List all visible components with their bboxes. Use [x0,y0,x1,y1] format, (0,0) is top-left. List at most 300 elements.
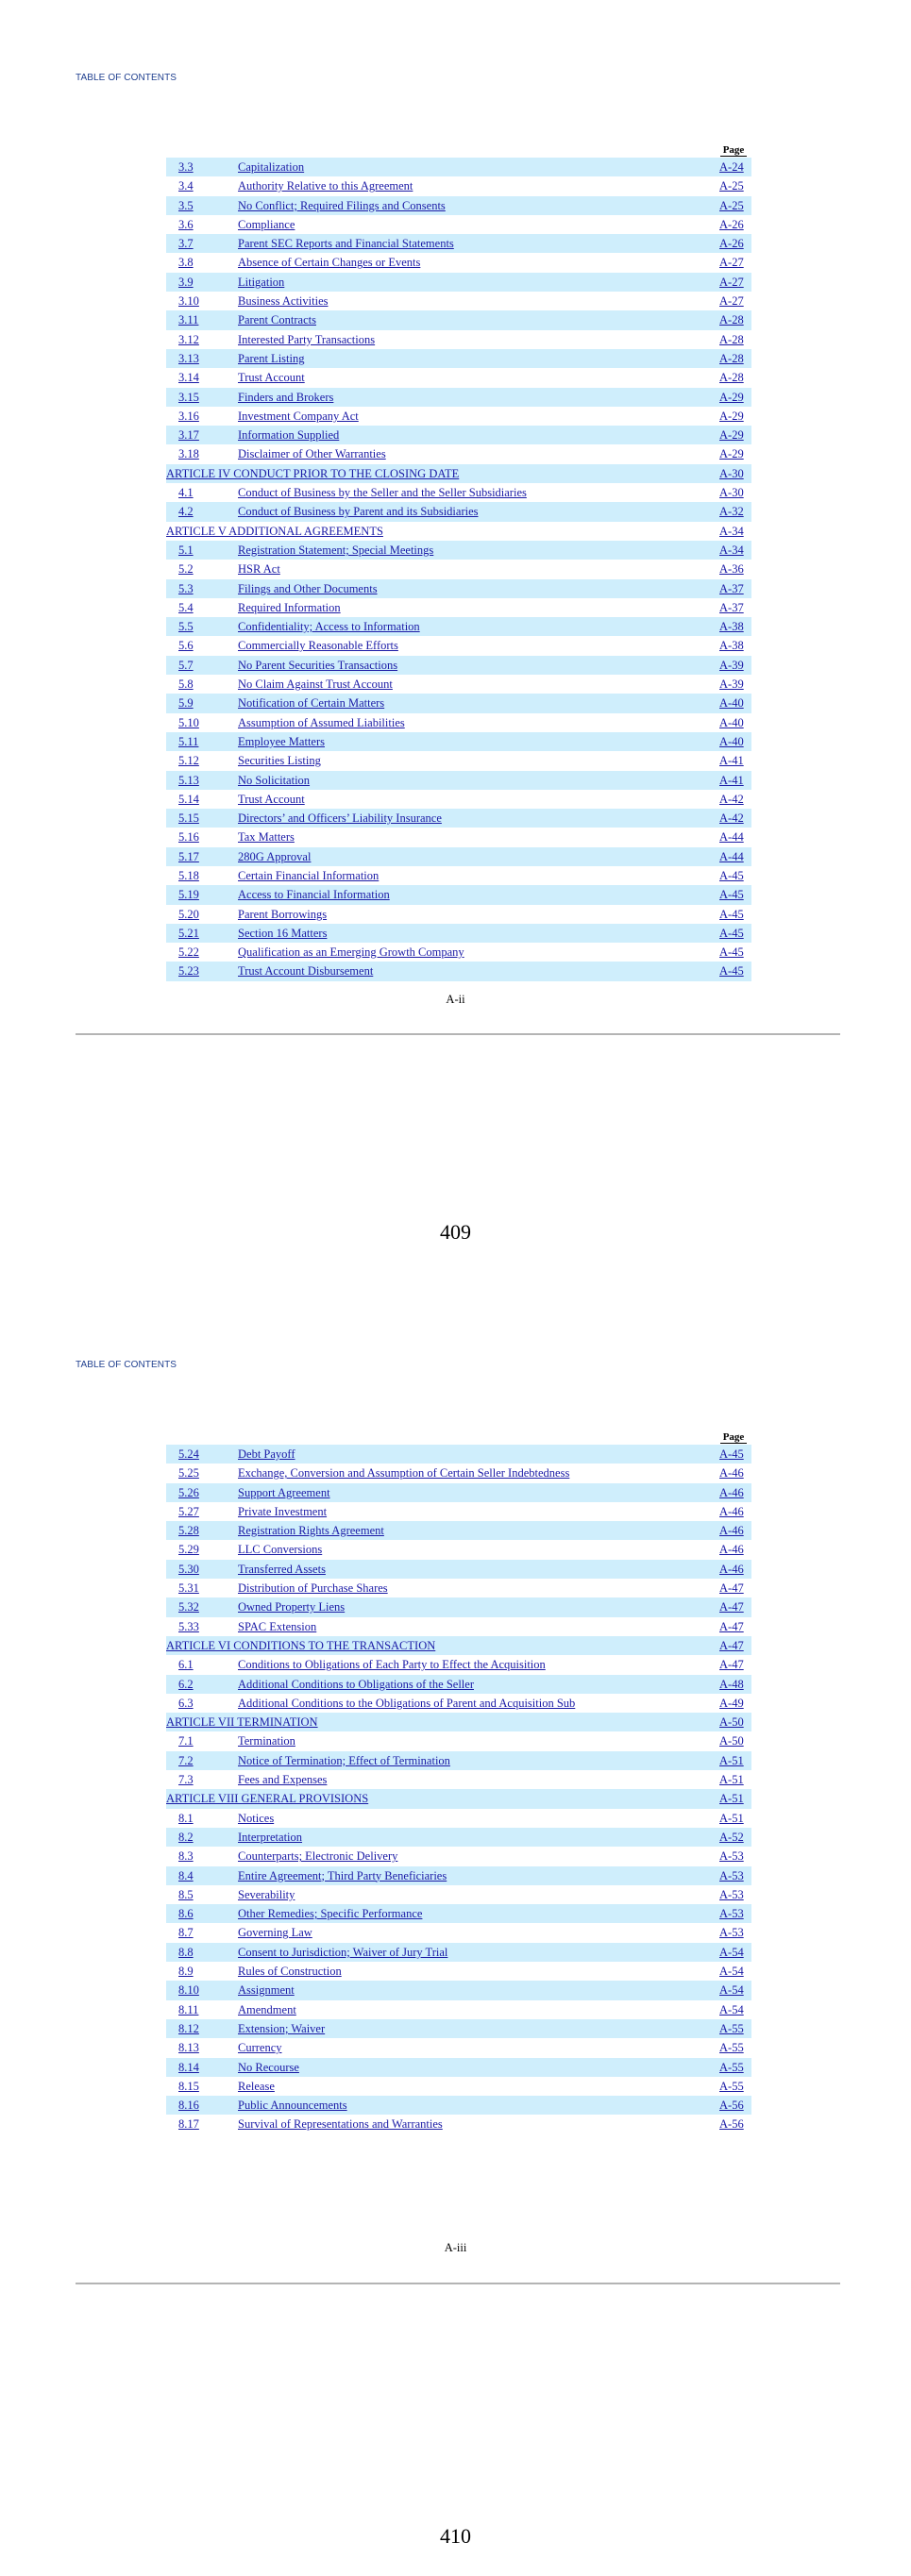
toc-section-title-link[interactable]: Commercially Reasonable Efforts [238,639,398,653]
page-column-label: Page [720,144,747,157]
toc-section-number-link[interactable]: 3.11 [178,313,199,327]
toc-page-ref-link[interactable]: A-37 [719,600,744,614]
toc-section-row [166,1962,751,1981]
toc-section-title-link[interactable]: Parent SEC Reports and Financial Statements [238,237,454,251]
page-column-label: Page [720,1431,747,1444]
toc-article-row [166,1713,751,1731]
toc-section-title-link[interactable]: Assignment [238,1983,295,1998]
toc-page-ref-link[interactable]: A-27 [719,256,744,270]
toc-section-title-link[interactable]: Disclaimer of Other Warranties [238,447,386,461]
toc-section-row [166,2058,751,2077]
toc-article-link[interactable]: ARTICLE V ADDITIONAL AGREEMENTS [166,524,383,538]
toc-page-ref-link[interactable]: A-41 [719,773,744,787]
toc-page-ref-link[interactable]: A-55 [719,2060,744,2074]
toc-section-number-link[interactable]: 5.15 [178,811,199,826]
toc-section-title-link[interactable]: Investment Company Act [238,409,359,423]
toc-section-number-link[interactable]: 5.2 [178,562,194,577]
toc-section-title-link[interactable]: Severability [238,1887,295,1901]
toc-section-number-link[interactable]: 3.7 [178,237,194,251]
toc-section-title-link[interactable]: Certain Financial Information [238,868,380,882]
toc-section-row [166,541,751,560]
toc-section-row [166,1731,751,1750]
toc-section-title-link[interactable]: Information Supplied [238,428,340,443]
toc-page-ref-link[interactable]: A-47 [719,1658,744,1672]
toc-page-ref-link[interactable]: A-34 [719,524,744,538]
toc-page-ref-link[interactable]: A-42 [719,811,744,826]
toc-section-row [166,1923,751,1942]
toc-section-title-link[interactable]: No Parent Securities Transactions [238,658,398,672]
toc-section-row [166,790,751,809]
toc-section-number-link[interactable]: 6.1 [178,1658,194,1672]
toc-section-row [166,617,751,636]
toc-section-title-link[interactable]: Termination [238,1734,295,1748]
toc-page-ref-link[interactable]: A-29 [719,447,744,461]
toc-section-title-link[interactable]: Assumption of Assumed Liabilities [238,715,405,729]
toc-section-title-link[interactable]: No Conflict; Required Filings and Consents [238,198,446,212]
toc-section-title-link[interactable]: Directors’ and Officers’ Liability Insurance [238,811,442,826]
toc-page-ref-link[interactable]: A-46 [719,1466,744,1480]
toc-section-title-link[interactable]: Public Announcements [238,2099,347,2113]
toc-section-row [166,1560,751,1579]
toc-section-title-link[interactable]: 280G Approval [238,849,312,863]
toc-page-ref-link[interactable]: A-30 [719,486,744,500]
toc-section-number-link[interactable]: 8.15 [178,2079,199,2093]
toc-page-ref-link[interactable]: A-52 [719,1830,744,1844]
toc-page-ref-link[interactable]: A-45 [719,888,744,902]
toc-section-number-link[interactable]: 5.1 [178,543,194,557]
toc-article-link[interactable]: ARTICLE VI CONDITIONS TO THE TRANSACTION [166,1638,436,1652]
toc-section-row [166,426,751,444]
toc-page-ref-link[interactable]: A-53 [719,1887,744,1901]
toc-section-row [166,1943,751,1962]
toc-section-row [166,368,751,387]
toc-section-number-link[interactable]: 7.2 [178,1753,194,1767]
toc-section-number-link[interactable]: 6.3 [178,1696,194,1710]
toc-section-number-link[interactable]: 8.10 [178,1983,199,1998]
toc-section-title-link[interactable]: Securities Listing [238,754,321,768]
toc-section-title-link[interactable]: Entire Agreement; Third Party Beneficiaries [238,1868,447,1882]
toc-section-number-link[interactable]: 8.7 [178,1926,194,1940]
toc-article-row [166,464,751,483]
toc-section-title-link[interactable]: Absence of Certain Changes or Events [238,256,421,270]
toc-section-title-link[interactable]: Required Information [238,600,341,614]
toc-section-title-link[interactable]: Transferred Assets [238,1562,326,1576]
toc-section-title-link[interactable]: Other Remedies; Specific Performance [238,1907,423,1921]
toc-page-ref-link[interactable]: A-56 [719,2117,744,2132]
toc-section-title-link[interactable]: Amendment [238,2002,296,2016]
toc-section-row [166,943,751,962]
toc-page-ref-link[interactable]: A-38 [719,620,744,634]
toc-section-title-link[interactable]: Counterparts; Electronic Delivery [238,1849,398,1864]
toc-section-number-link[interactable]: 3.12 [178,332,199,346]
toc-page-ref-link[interactable]: A-47 [719,1581,744,1596]
toc-page-ref-link[interactable]: A-54 [719,2002,744,2016]
toc-page-ref-link[interactable]: A-26 [719,217,744,231]
toc-section-row [166,2115,751,2133]
toc-section-number-link[interactable]: 3.14 [178,371,199,385]
toc-section-number-link[interactable]: 8.4 [178,1868,194,1882]
toc-article-link[interactable]: ARTICLE IV CONDUCT PRIOR TO THE CLOSING DATE [166,466,460,480]
toc-page-ref-link[interactable]: A-45 [719,945,744,960]
toc-section-number-link[interactable]: 5.28 [178,1524,199,1538]
toc-page-ref-link[interactable]: A-26 [719,237,744,251]
toc-section-title-link[interactable]: Interested Party Transactions [238,332,376,346]
toc-section-title-link[interactable]: Trust Account Disbursement [238,964,374,979]
toc-section-title-link[interactable]: Employee Matters [238,734,325,748]
toc-section-title-link[interactable]: Tax Matters [238,830,295,845]
toc-page-ref-link[interactable]: A-34 [719,543,744,557]
toc-page-ref-link[interactable]: A-53 [719,1849,744,1864]
toc-section-number-link[interactable]: 3.6 [178,217,194,231]
toc-section-title-link[interactable]: Parent Contracts [238,313,316,327]
toc-section-number-link[interactable]: 5.26 [178,1485,199,1499]
toc-section-row [166,1809,751,1828]
toc-section-number-link[interactable]: 5.23 [178,964,199,979]
toc-page-ref-link[interactable]: A-39 [719,658,744,672]
toc-section-title-link[interactable]: Parent Listing [238,351,305,365]
toc-page-ref-link[interactable]: A-55 [719,2041,744,2055]
page-column-header [166,1431,751,1445]
toc-table [166,144,751,981]
toc-page-ref-link[interactable]: A-55 [719,2021,744,2035]
toc-section-number-link[interactable]: 5.18 [178,868,199,882]
toc-page-ref-link[interactable]: A-40 [719,715,744,729]
toc-section-number-link[interactable]: 5.25 [178,1466,199,1480]
toc-page-ref-link[interactable]: A-54 [719,1945,744,1959]
page-number: 410 [440,2524,471,2548]
toc-section-title-link[interactable]: Rules of Construction [238,1965,342,1979]
toc-page-ref-link[interactable]: A-47 [719,1600,744,1614]
toc-page-ref-link[interactable]: A-28 [719,332,744,346]
toc-section-title-link[interactable]: Private Investment [238,1504,328,1518]
toc-section-number-link[interactable]: 5.9 [178,696,194,711]
toc-page-ref-link[interactable]: A-29 [719,409,744,423]
toc-page-ref-link[interactable]: A-40 [719,734,744,748]
toc-section-title-link[interactable]: Trust Account [238,792,305,806]
toc-section-number-link[interactable]: 5.11 [178,734,199,748]
page-footer-label: A-ii [446,993,465,1006]
toc-section-title-link[interactable]: LLC Conversions [238,1543,323,1557]
toc-section-row [166,1445,751,1464]
toc-rows [166,158,751,981]
toc-section-row [166,234,751,253]
toc-section-row [166,771,751,790]
toc-section-title-link[interactable]: Notification of Certain Matters [238,696,385,711]
toc-article-link[interactable]: ARTICLE VII TERMINATION [166,1715,318,1730]
toc-section-title-link[interactable]: Additional Conditions to the Obligations of Parent and Acquisition Sub [238,1696,576,1710]
toc-page-ref-link[interactable]: A-53 [719,1907,744,1921]
toc-page-ref-link[interactable]: A-29 [719,390,744,404]
toc-section-title-link[interactable]: Section 16 Matters [238,926,328,940]
toc-section-number-link[interactable]: 5.30 [178,1562,199,1576]
toc-page-ref-link[interactable]: A-39 [719,677,744,692]
toc-section-title-link[interactable]: Qualification as an Emerging Growth Company [238,945,464,960]
toc-page-ref-link[interactable]: A-53 [719,1926,744,1940]
toc-section-title-link[interactable]: Fees and Expenses [238,1773,328,1787]
toc-section-number-link[interactable]: 8.14 [178,2060,199,2074]
toc-section-number-link[interactable]: 8.9 [178,1965,194,1979]
toc-section-row [166,1885,751,1904]
toc-section-title-link[interactable]: Compliance [238,217,295,231]
toc-section-number-link[interactable]: 3.15 [178,390,199,404]
toc-section-row [166,675,751,694]
toc-section-title-link[interactable]: Currency [238,2041,282,2055]
toc-section-number-link[interactable]: 5.8 [178,677,194,692]
toc-section-row [166,349,751,368]
toc-section-number-link[interactable]: 5.27 [178,1504,199,1518]
toc-section-row [166,1675,751,1694]
toc-page-ref-link[interactable]: A-51 [719,1811,744,1825]
toc-section-row [166,1828,751,1847]
toc-page-ref-link[interactable]: A-29 [719,428,744,443]
toc-section-row [166,1655,751,1674]
toc-page-ref-link[interactable]: A-45 [719,907,744,921]
toc-section-title-link[interactable]: Survival of Representations and Warranties [238,2117,443,2132]
toc-section-row [166,2019,751,2038]
toc-section-row [166,502,751,521]
toc-section-number-link[interactable]: 5.4 [178,600,194,614]
toc-section-title-link[interactable]: Debt Payoff [238,1447,295,1461]
toc-page-ref-link[interactable]: A-49 [719,1696,744,1710]
page-divider [76,2283,840,2284]
toc-section-number-link[interactable]: 8.6 [178,1907,194,1921]
toc-section-number-link[interactable]: 4.2 [178,505,194,519]
toc-page-ref-link[interactable]: A-28 [719,351,744,365]
toc-section-title-link[interactable]: Additional Conditions to Obligations of the Seller [238,1677,474,1691]
toc-page-ref-link[interactable]: A-53 [719,1868,744,1882]
toc-page-ref-link[interactable]: A-27 [719,294,744,309]
toc-section-row [166,1981,751,1999]
toc-section-number-link[interactable]: 8.5 [178,1887,194,1901]
toc-section-row [166,1770,751,1789]
toc-section-row [166,636,751,655]
toc-section-number-link[interactable]: 3.4 [178,179,194,193]
toc-page-ref-link[interactable]: A-46 [719,1504,744,1518]
toc-page-ref-link[interactable]: A-46 [719,1543,744,1557]
toc-section-title-link[interactable]: No Claim Against Trust Account [238,677,393,692]
toc-section-number-link[interactable]: 5.7 [178,658,194,672]
toc-page-ref-link[interactable]: A-45 [719,1447,744,1461]
page-divider [76,1033,840,1035]
toc-section-number-link[interactable]: 8.12 [178,2021,199,2035]
toc-section-number-link[interactable]: 5.32 [178,1600,199,1614]
toc-page-ref-link[interactable]: A-46 [719,1485,744,1499]
toc-page-ref-link[interactable]: A-25 [719,179,744,193]
toc-section-row [166,560,751,578]
toc-section-number-link[interactable]: 5.5 [178,620,194,634]
toc-section-title-link[interactable]: Registration Rights Agreement [238,1524,384,1538]
toc-section-row [166,2038,751,2057]
toc-page-ref-link[interactable]: A-46 [719,1562,744,1576]
toc-section-row [166,905,751,924]
toc-section-number-link[interactable]: 5.13 [178,773,199,787]
toc-section-title-link[interactable]: Owned Property Liens [238,1600,346,1614]
toc-page-ref-link[interactable]: A-44 [719,830,744,845]
toc-section-row [166,751,751,770]
toc-section-number-link[interactable]: 5.16 [178,830,199,845]
toc-page-ref-link[interactable]: A-56 [719,2099,744,2113]
toc-section-number-link[interactable]: 3.18 [178,447,199,461]
toc-section-number-link[interactable]: 5.31 [178,1581,199,1596]
toc-section-row [166,828,751,846]
toc-section-row [166,388,751,407]
toc-section-number-link[interactable]: 5.19 [178,888,199,902]
toc-section-title-link[interactable]: Parent Borrowings [238,907,328,921]
toc-section-number-link[interactable]: 5.14 [178,792,199,806]
toc-page-ref-link[interactable]: A-54 [719,1983,744,1998]
toc-section-title-link[interactable]: Extension; Waiver [238,2021,326,2035]
toc-section-number-link[interactable]: 5.33 [178,1619,199,1633]
toc-section-title-link[interactable]: Conduct of Business by the Seller and the Seller Subsidiaries [238,486,527,500]
toc-section-title-link[interactable]: Conditions to Obligations of Each Party to Effect the Acquisition [238,1658,546,1672]
toc-section-row [166,273,751,292]
toc-page-ref-link[interactable]: A-45 [719,964,744,979]
toc-page-ref-link[interactable]: A-28 [719,371,744,385]
toc-section-number-link[interactable]: 8.8 [178,1945,194,1959]
toc-page-ref-link[interactable]: A-30 [719,466,744,480]
page-number: 409 [440,1220,471,1244]
toc-section-number-link[interactable]: 4.1 [178,486,194,500]
toc-section-number-link[interactable]: 8.1 [178,1811,194,1825]
toc-section-title-link[interactable]: Finders and Brokers [238,390,334,404]
toc-section-title-link[interactable]: Capitalization [238,160,305,174]
toc-section-title-link[interactable]: Notices [238,1811,275,1825]
toc-section-row [166,962,751,980]
toc-section-number-link[interactable]: 5.3 [178,581,194,595]
toc-section-number-link[interactable]: 5.10 [178,715,199,729]
toc-section-title-link[interactable]: Access to Financial Information [238,888,390,902]
toc-article-link[interactable]: ARTICLE VIII GENERAL PROVISIONS [166,1792,369,1806]
toc-section-row [166,444,751,463]
toc-section-number-link[interactable]: 5.22 [178,945,199,960]
toc-section-number-link[interactable]: 7.1 [178,1734,194,1748]
toc-article-row [166,522,751,541]
toc-page-ref-link[interactable]: A-45 [719,926,744,940]
toc-page-ref-link[interactable]: A-55 [719,2079,744,2093]
toc-section-row [166,1579,751,1597]
toc-section-number-link[interactable]: 5.12 [178,754,199,768]
toc-section-number-link[interactable]: 8.3 [178,1849,194,1864]
toc-section-number-link[interactable]: 5.20 [178,907,199,921]
toc-section-row [166,196,751,215]
toc-page-ref-link[interactable]: A-54 [719,1965,744,1979]
toc-section-row [166,732,751,751]
toc-page-ref-link[interactable]: A-27 [719,275,744,289]
toc-section-number-link[interactable]: 8.11 [178,2002,199,2016]
toc-page-ref-link[interactable]: A-50 [719,1734,744,1748]
toc-page-ref-link[interactable]: A-51 [719,1773,744,1787]
toc-section-title-link[interactable]: Notice of Termination; Effect of Termination [238,1753,450,1767]
toc-section-number-link[interactable]: 3.13 [178,351,199,365]
toc-section-row [166,847,751,866]
toc-section-row [166,2096,751,2115]
toc-page-ref-link[interactable]: A-32 [719,505,744,519]
toc-section-number-link[interactable]: 3.17 [178,428,199,443]
toc-section-number-link[interactable]: 8.2 [178,1830,194,1844]
toc-section-row [166,292,751,310]
toc-page-ref-link[interactable]: A-24 [719,160,744,174]
toc-section-row [166,713,751,732]
toc-page-ref-link[interactable]: A-50 [719,1715,744,1730]
toc-section-title-link[interactable]: HSR Act [238,562,280,577]
toc-section-number-link[interactable]: 5.29 [178,1543,199,1557]
toc-page-ref-link[interactable]: A-25 [719,198,744,212]
toc-page-ref-link[interactable]: A-36 [719,562,744,577]
toc-section-number-link[interactable]: 8.13 [178,2041,199,2055]
toc-section-row [166,2000,751,2019]
toc-page-ref-link[interactable]: A-51 [719,1753,744,1767]
toc-section-title-link[interactable]: Confidentiality; Access to Information [238,620,420,634]
toc-section-number-link[interactable]: 5.21 [178,926,199,940]
toc-page-ref-link[interactable]: A-46 [719,1524,744,1538]
toc-section-row [166,158,751,176]
toc-header-label: TABLE OF CONTENTS [76,73,177,83]
toc-section-title-link[interactable]: Support Agreement [238,1485,330,1499]
toc-section-row [166,1751,751,1770]
toc-section-title-link[interactable]: Business Activities [238,294,329,309]
toc-page-ref-link[interactable]: A-42 [719,792,744,806]
toc-page-ref-link[interactable]: A-51 [719,1792,744,1806]
toc-section-title-link[interactable]: No Solicitation [238,773,311,787]
toc-section-number-link[interactable]: 3.10 [178,294,199,309]
toc-section-title-link[interactable]: Governing Law [238,1926,312,1940]
toc-page-ref-link[interactable]: A-44 [719,849,744,863]
toc-section-number-link[interactable]: 3.9 [178,275,194,289]
toc-section-number-link[interactable]: 5.6 [178,639,194,653]
toc-section-title-link[interactable]: Release [238,2079,275,2093]
toc-section-number-link[interactable]: 7.3 [178,1773,194,1787]
toc-section-title-link[interactable]: Litigation [238,275,285,289]
toc-section-title-link[interactable]: Consent to Jurisdiction; Waiver of Jury Trial [238,1945,448,1959]
toc-section-number-link[interactable]: 3.5 [178,198,194,212]
toc-section-number-link[interactable]: 8.16 [178,2099,199,2113]
toc-page-ref-link[interactable]: A-38 [719,639,744,653]
toc-section-title-link[interactable]: Exchange, Conversion and Assumption of Certain Seller Indebtedness [238,1466,570,1480]
toc-section-number-link[interactable]: 3.3 [178,160,194,174]
page-footer-label: A-iii [444,2241,467,2254]
toc-section-title-link[interactable]: Interpretation [238,1830,303,1844]
toc-section-number-link[interactable]: 8.17 [178,2117,199,2132]
toc-page-ref-link[interactable]: A-41 [719,754,744,768]
toc-page-ref-link[interactable]: A-47 [719,1638,744,1652]
toc-section-number-link[interactable]: 3.8 [178,256,194,270]
toc-section-row [166,1502,751,1521]
toc-section-title-link[interactable]: Distribution of Purchase Shares [238,1581,388,1596]
toc-page-ref-link[interactable]: A-45 [719,868,744,882]
document-page [0,0,911,1283]
toc-section-title-link[interactable]: No Recourse [238,2060,299,2074]
toc-section-title-link[interactable]: Conduct of Business by Parent and its Subsidiaries [238,505,479,519]
toc-section-title-link[interactable]: Filings and Other Documents [238,581,378,595]
toc-page-ref-link[interactable]: A-40 [719,696,744,711]
toc-section-number-link[interactable]: 5.24 [178,1447,199,1461]
toc-page-ref-link[interactable]: A-47 [719,1619,744,1633]
toc-page-ref-link[interactable]: A-37 [719,581,744,595]
toc-section-title-link[interactable]: SPAC Extension [238,1619,317,1633]
toc-page-ref-link[interactable]: A-28 [719,313,744,327]
toc-section-title-link[interactable]: Authority Relative to this Agreement [238,179,413,193]
toc-section-number-link[interactable]: 3.16 [178,409,199,423]
toc-section-row [166,694,751,712]
document-page [0,1283,911,2576]
toc-section-number-link[interactable]: 5.17 [178,849,199,863]
toc-section-title-link[interactable]: Trust Account [238,371,305,385]
toc-section-row [166,1521,751,1540]
toc-table [166,1431,751,2134]
toc-section-number-link[interactable]: 6.2 [178,1677,194,1691]
toc-section-title-link[interactable]: Registration Statement; Special Meetings [238,543,434,557]
toc-page-ref-link[interactable]: A-48 [719,1677,744,1691]
